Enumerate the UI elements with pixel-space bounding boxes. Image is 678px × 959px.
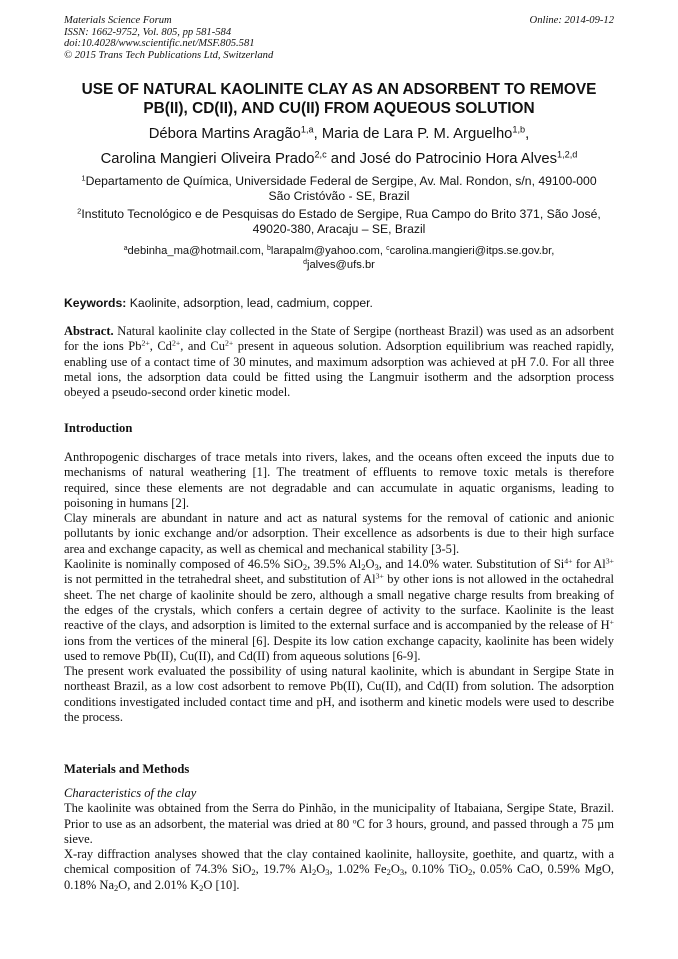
email-b[interactable]: larapalm@yahoo.com <box>270 245 380 257</box>
email-c[interactable]: carolina.mangieri@itps.se.gov.br <box>389 245 552 257</box>
keywords <box>64 296 614 311</box>
text: , and 14.0% water. Substitution of Si <box>378 557 565 572</box>
text: O, and 2.01% K <box>118 877 200 892</box>
subscript: 2 <box>361 562 366 573</box>
subscript: 2 <box>386 867 391 878</box>
affiliation-2-line-1 <box>50 207 628 222</box>
author-list <box>30 122 648 172</box>
methods-paragraph-1 <box>64 801 614 847</box>
text: ions from the vertices of the mineral [6]. Despite its low cation exchange capacity, kaolinite has been widely used to remove Pb(II), Cu(II), and Cd(II) from aqueous solutions [6-9]. <box>64 633 614 663</box>
text: O [10]. <box>203 877 240 892</box>
title-line-1: USE OF NATURAL KAOLINITE CLAY AS AN ADSORBENT TO REMOVE <box>81 81 597 98</box>
intro-paragraph-2: Clay minerals are abundant in nature and act as natural systems for the removal of cationic and anionic pollutants by ionic exchange and/or adsorption. Their excellence as adsorbents is due to their high surface area and exchange capacity, as well as chemical and mechanical stability [3-5]. <box>64 511 614 556</box>
text: , 0.05% CaO, 0.59% MgO, 0.18% Na <box>64 862 614 892</box>
intro-paragraph-4: The present work evaluated the possibility of using natural kaolinite, which is abundant in Sergipe State in northeast Brazil, as a low cost adsorbent to remove Pb(II), Cu(II), and Cd(II) from solution. The adsorption conditions investigated included contact time and pH, and isotherm and kinetic models were used to describe the process. <box>64 664 614 725</box>
subscript: 2 <box>312 867 317 878</box>
paper-title <box>40 80 638 118</box>
intro-paragraph-1: Anthropogenic discharges of trace metals into rivers, lakes, and the oceans often exceed the inputs due to mechanisms of natural weathering [1]. The treatment of effluents to remove toxic metals is therefore required, since these elements are not degradable and can accumulate in aquatic organisms, leading to poisoning in humans [2]. <box>64 450 614 510</box>
text: O <box>390 862 400 877</box>
online-date: Online: 2014-09-12 <box>529 15 614 26</box>
subscript: 2 <box>468 867 473 878</box>
author-3-affil: 2,c <box>314 149 327 160</box>
subscript: 2 <box>199 882 204 893</box>
keywords-label: Keywords: <box>64 296 127 310</box>
subsection-title-clay: Characteristics of the clay <box>64 786 197 800</box>
degree-sign: o <box>352 815 357 825</box>
abstract-text-1: Natural kaolinite clay collected in the State of Sergipe (northeast Brazil) was used as an adsorbent for the ions Pb <box>64 324 614 354</box>
text: for Al <box>572 557 606 572</box>
email-line-1: $^a$debinha_ma@hotmail.com, $^b$larapalm@yahoo.com, $^c$carolina.mangieri@itps.se.gov.br, <box>123 244 555 257</box>
abstract <box>64 324 614 400</box>
email-d-marker: d <box>303 258 307 266</box>
subscript: 3 <box>374 562 379 573</box>
affiliation-2-text: Instituto Tecnológico e de Pesquisas do Estado de Sergipe, Rua Campo do Brito 371, São José, <box>81 207 601 221</box>
subscript: 2 <box>114 882 119 893</box>
author-1: Débora Martins Aragão <box>148 126 301 142</box>
charge: + <box>609 617 614 627</box>
affiliation-1 <box>50 174 628 204</box>
affiliation-2-number: 2 <box>77 206 82 216</box>
abstract-paragraph <box>64 324 614 400</box>
text: O <box>316 862 326 877</box>
author-2: Maria de Lara P. M. Arguelho <box>321 126 513 142</box>
intro-paragraph-3 <box>64 557 614 664</box>
abstract-text-4: present in aqueous solution. Adsorption equilibrium was reached rapidly, enabling use of a contact time of 30 minutes, and maximum adsorption was achieved at pH 7.0. For all three metal ions, the adsorption data could be fitted using the Langmuir isotherm and the adsorption process obeyed a pseudo-second order kinetic model. <box>64 339 615 400</box>
author-separator-and: and <box>326 151 360 167</box>
author-3: Carolina Mangieri Oliveira Prado <box>100 151 315 167</box>
subscript: 3 <box>399 867 405 878</box>
email-c-marker: c <box>386 244 390 252</box>
subscript: 2 <box>302 562 308 573</box>
subscript: 2 <box>251 867 256 878</box>
text: , 0.10% TiO <box>404 862 469 877</box>
text: by other ions is not allowed in the octahedral sheet. The net charge of kaolinite should be zero, although a small negative charge results from breaking of the edges of the crystals, which confers a certain degree of activity to the surface. Kaolinite is the least reactive of the clays, and adsorption is limited to the external surface and is accompanied by the release of H <box>64 572 614 633</box>
affiliation-1-number: 1 <box>81 173 86 183</box>
methods-paragraph-2 <box>64 847 614 893</box>
issn: ISSN: 1662-9752, Vol. 805, pp 581-584 <box>64 26 232 38</box>
text: is not permitted in the tetrahedral sheet, and substitution of Al <box>64 572 376 587</box>
affiliation-1-text: Departamento de Química, Universidade Federal de Sergipe, Av. Mal. Rondon, s/n, 49100-000 <box>85 174 597 188</box>
email-b-marker: b <box>267 244 271 252</box>
abstract-text-2: , Cd <box>149 339 172 354</box>
charge: 4+ <box>564 556 573 566</box>
affiliation-1-line-1 <box>50 174 628 189</box>
text: Kaolinite is nominally composed of 46.5% SiO <box>64 557 303 572</box>
section-title-methods: Materials and Methods <box>64 762 190 776</box>
author-2-affil: 1,b <box>512 124 526 135</box>
affiliation-2 <box>50 207 628 237</box>
methods-body <box>64 786 614 893</box>
author-separator: , <box>313 126 322 142</box>
email-line-2 <box>50 258 628 272</box>
author-line-2 <box>30 147 648 172</box>
author-4-affil: 1,2,d <box>557 149 578 160</box>
email-a[interactable]: debinha_ma@hotmail.com <box>127 245 261 257</box>
text: O <box>365 557 375 572</box>
author-4: José do Patrocinio Hora Alves <box>359 151 557 167</box>
doi: doi:10.4028/www.scientific.net/MSF.805.581 <box>64 38 255 50</box>
section-title-introduction: Introduction <box>64 421 133 435</box>
affiliation-1-line-2: São Cristóvão - SE, Brazil <box>268 189 410 203</box>
abstract-text-3: , and Cu <box>180 339 225 354</box>
text: , 1.02% Fe <box>329 862 387 877</box>
charge: 3+ <box>605 556 614 566</box>
author-1-affil: 1,a <box>300 124 314 135</box>
email-a-marker: a <box>123 244 128 252</box>
subscript: 3 <box>325 867 330 878</box>
journal-name: Materials Science Forum <box>64 15 172 26</box>
text: C for 3 hours, ground, and passed through a 75 µm sieve. <box>64 816 614 846</box>
charge: 3+ <box>375 571 384 581</box>
text: , 39.5% Al <box>307 557 362 572</box>
keywords-text: Kaolinite, adsorption, lead, cadmium, copper. <box>129 296 373 310</box>
copyright: © 2015 Trans Tech Publications Ltd, Switzerland <box>64 49 274 61</box>
journal-header <box>64 15 614 61</box>
text: , 19.7% Al <box>255 862 312 877</box>
charge: 2+ <box>141 338 150 348</box>
abstract-label: Abstract. <box>64 324 114 338</box>
charge: 2+ <box>171 338 181 348</box>
author-line-1: Débora Martins Aragão$^{1,a}$, Maria de Lara P. M. Arguelho$^{1,b}$, <box>148 124 530 142</box>
title-line-2: PB(II), CD(II), AND CU(II) FROM AQUEOUS SOLUTION <box>143 100 535 117</box>
email-d[interactable]: jalves@ufs.br <box>306 259 375 271</box>
text: X-ray diffraction analyses showed that the clay contained kaolinite, halloysite, goethite, and quartz, with a chemical composition of 74.3% SiO <box>64 847 614 877</box>
charge: 2+ <box>225 338 234 348</box>
affiliation-2-line-2: 49020-380, Aracaju – SE, Brazil <box>252 222 426 236</box>
introduction-body <box>64 450 614 725</box>
email-list <box>50 244 628 272</box>
text: The kaolinite was obtained from the Serra do Pinhão, in the municipality of Itabaiana, Sergipe State, Brazil. Prior to use as an adsorbent, the material was dried at 80 <box>64 801 614 831</box>
